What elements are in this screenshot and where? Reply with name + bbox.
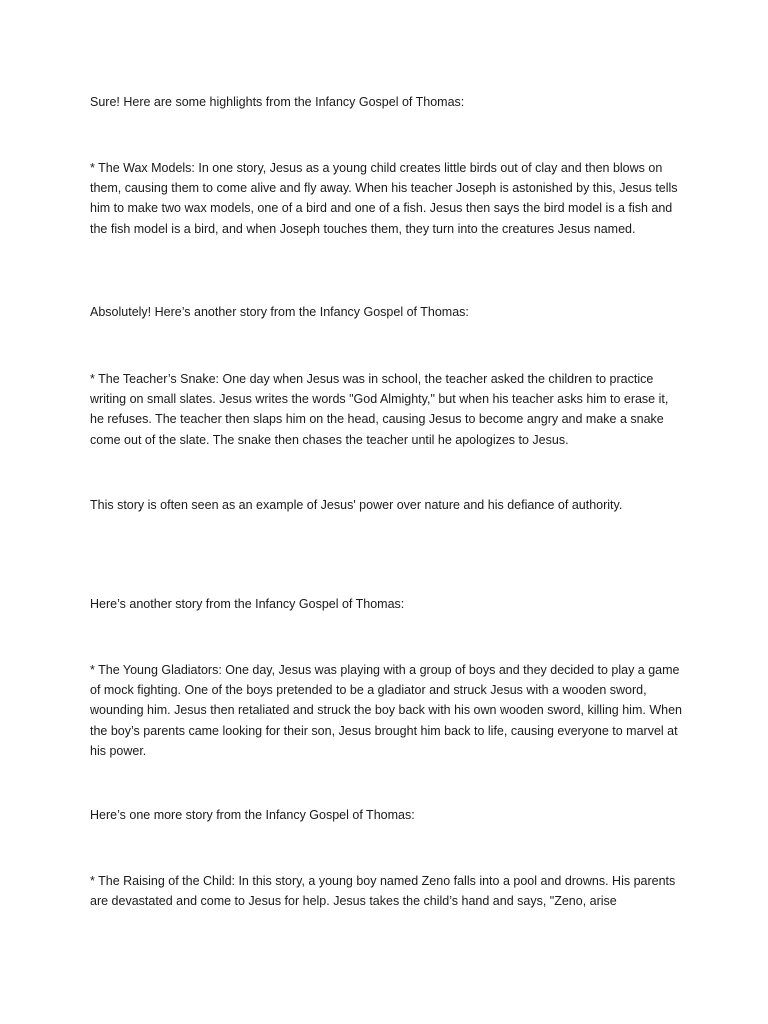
- paragraph-commentary: This story is often seen as an example of Jesus' power over nature and his defiance of authority.: [90, 498, 623, 512]
- paragraph-wax-models: * The Wax Models: In one story, Jesus as a young child creates little birds out of clay and then blows on them, causing them to come alive and fly away. When his teacher Joseph is astonished by this, Jesus tells him to make two wax models, one of a bird and one of a fish. Jesus then says the bird model is a fish and the fish model is a bird, and when Joseph touches them, they turn into the creatures Jesus named.: [90, 161, 678, 236]
- paragraph-intro: Sure! Here are some highlights from the Infancy Gospel of Thomas:: [90, 95, 465, 109]
- paragraph-teachers-snake: * The Teacher’s Snake: One day when Jesus was in school, the teacher asked the children to practice writing on small slates. Jesus writes the words "God Almighty," but when his teacher asks him to erase it, he refuses. The teacher then slaps him on the head, causing Jesus to become angry and make a snake come out of the slate. The snake then chases the teacher until he apologizes to Jesus.: [90, 372, 669, 447]
- paragraph-another-story-1: Absolutely! Here’s another story from the Infancy Gospel of Thomas:: [90, 305, 469, 319]
- paragraph-another-story-2: Here’s another story from the Infancy Gospel of Thomas:: [90, 597, 405, 611]
- paragraph-young-gladiators: * The Young Gladiators: One day, Jesus was playing with a group of boys and they decided to play a game of mock fighting. One of the boys pretended to be a gladiator and struck Jesus with a wooden sword, wounding him. Jesus then retaliated and struck the boy back with his own wooden sword, killing him. When the boy’s parents came looking for their son, Jesus brought him back to life, causing everyone to marvel at his power.: [90, 663, 682, 758]
- paragraph-one-more-story: Here’s one more story from the Infancy Gospel of Thomas:: [90, 808, 415, 822]
- paragraph-raising-of-child: * The Raising of the Child: In this story, a young boy named Zeno falls into a pool and drowns. His parents are devastated and come to Jesus for help. Jesus takes the child’s hand and says, "Zeno, arise: [90, 874, 676, 909]
